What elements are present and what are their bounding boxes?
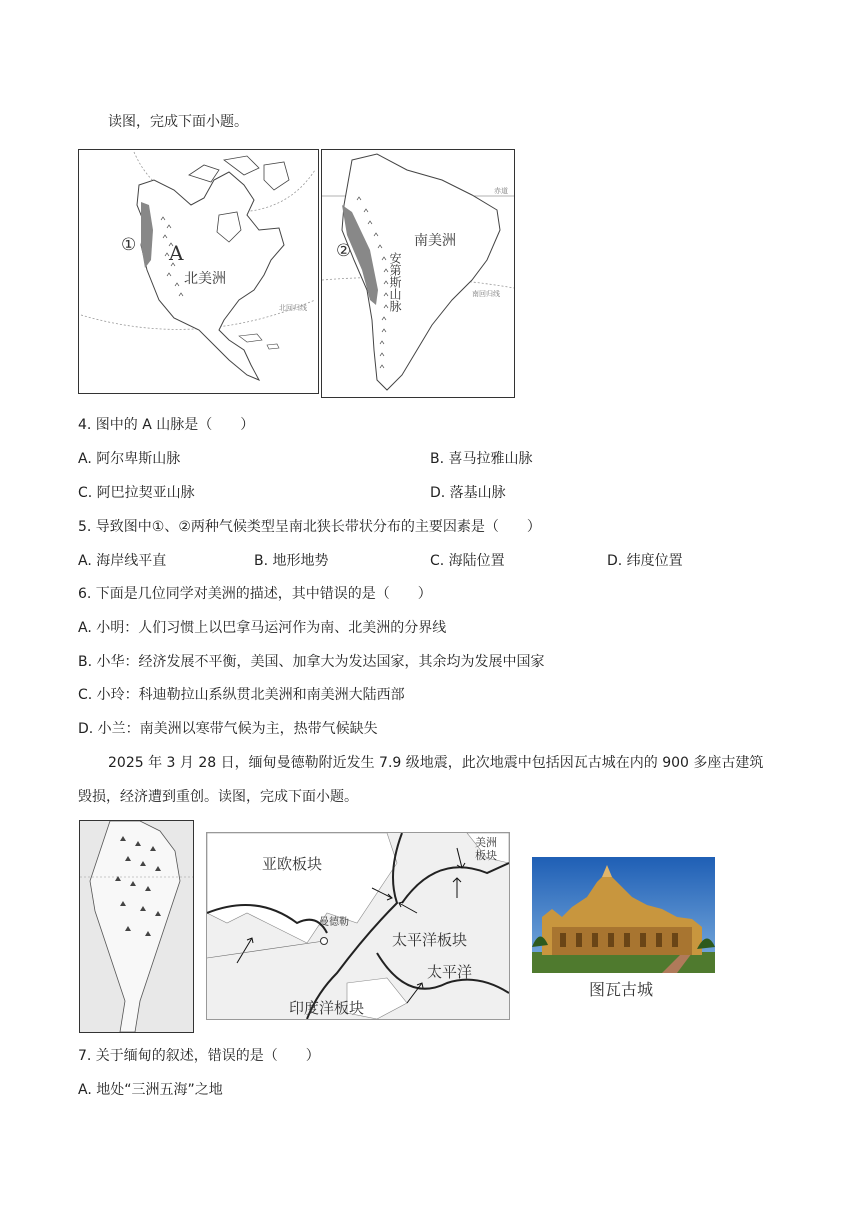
tropic-south-label: 南回归线 (472, 290, 500, 298)
q5-option-b[interactable]: B. 地形地势 (254, 553, 329, 569)
plates-map (206, 832, 510, 1020)
andes-label: 安第斯山脉 (388, 252, 402, 312)
south-america-label: 南美洲 (414, 233, 456, 249)
q5-option-c[interactable]: C. 海陆位置 (430, 553, 505, 569)
q5-option-d[interactable]: D. 纬度位置 (607, 553, 683, 569)
climate-circle-1: ① (121, 235, 137, 255)
equator-label: 赤道 (494, 187, 508, 195)
americas-plate-label-2: 板块 (475, 849, 497, 862)
mountain-a-label: A (169, 241, 184, 265)
myanmar-map (79, 820, 194, 1033)
mandalay-label: 曼德勒 (319, 917, 349, 928)
north-america-label: 北美洲 (184, 271, 226, 287)
intro-text-1: 读图，完成下面小题。 (108, 114, 248, 130)
photo-caption: 图瓦古城 (589, 980, 654, 999)
tropic-north-label: 北回归线 (279, 304, 307, 312)
inwa-ancient-city-photo (532, 857, 715, 973)
pacific-ocean-label: 太平洋 (427, 963, 473, 981)
q6-option-d[interactable]: D. 小兰：南美洲以寒带气候为主，热带气候缺失 (78, 721, 378, 737)
q4-stem: 4. 图中的 A 山脉是（ ） (78, 417, 255, 433)
climate-circle-2: ② (336, 241, 352, 261)
q7-stem: 7. 关于缅甸的叙述，错误的是（ ） (78, 1048, 320, 1064)
q6-option-a[interactable]: A. 小明：人们习惯上以巴拿马运河作为南、北美洲的分界线 (78, 620, 447, 636)
pacific-plate-label: 太平洋板块 (392, 931, 468, 949)
q5-option-a[interactable]: A. 海岸线平直 (78, 553, 167, 569)
intro-text-2-line1: 2025 年 3 月 28 日，缅甸曼德勒附近发生 7.9 级地震，此次地震中包括因瓦古城在内的 900 多座古建筑 (108, 755, 764, 771)
q6-option-c[interactable]: C. 小玲：科迪勒拉山系纵贯北美洲和南美洲大陆西部 (78, 687, 405, 703)
q5-stem: 5. 导致图中①、②两种气候类型呈南北狭长带状分布的主要因素是（ ） (78, 519, 541, 535)
intro-text-2-line2: 毁损，经济遭到重创。读图，完成下面小题。 (78, 789, 358, 805)
q6-stem: 6. 下面是几位同学对美洲的描述，其中错误的是（ ） (78, 586, 432, 602)
indian-plate-label: 印度洋板块 (289, 999, 365, 1017)
q4-option-c[interactable]: C. 阿巴拉契亚山脉 (78, 485, 195, 501)
q4-option-d[interactable]: D. 落基山脉 (430, 485, 506, 501)
q4-option-b[interactable]: B. 喜马拉雅山脉 (430, 451, 533, 467)
north-america-map (78, 149, 319, 394)
south-america-map (321, 149, 515, 398)
eurasian-plate-label: 亚欧板块 (262, 855, 323, 873)
americas-plate-label-1: 美洲 (475, 836, 497, 849)
q7-option-a[interactable]: A. 地处“三洲五海”之地 (78, 1082, 223, 1098)
q4-option-a[interactable]: A. 阿尔卑斯山脉 (78, 451, 181, 467)
q6-option-b[interactable]: B. 小华：经济发展不平衡，美国、加拿大为发达国家，其余均为发展中国家 (78, 654, 545, 670)
